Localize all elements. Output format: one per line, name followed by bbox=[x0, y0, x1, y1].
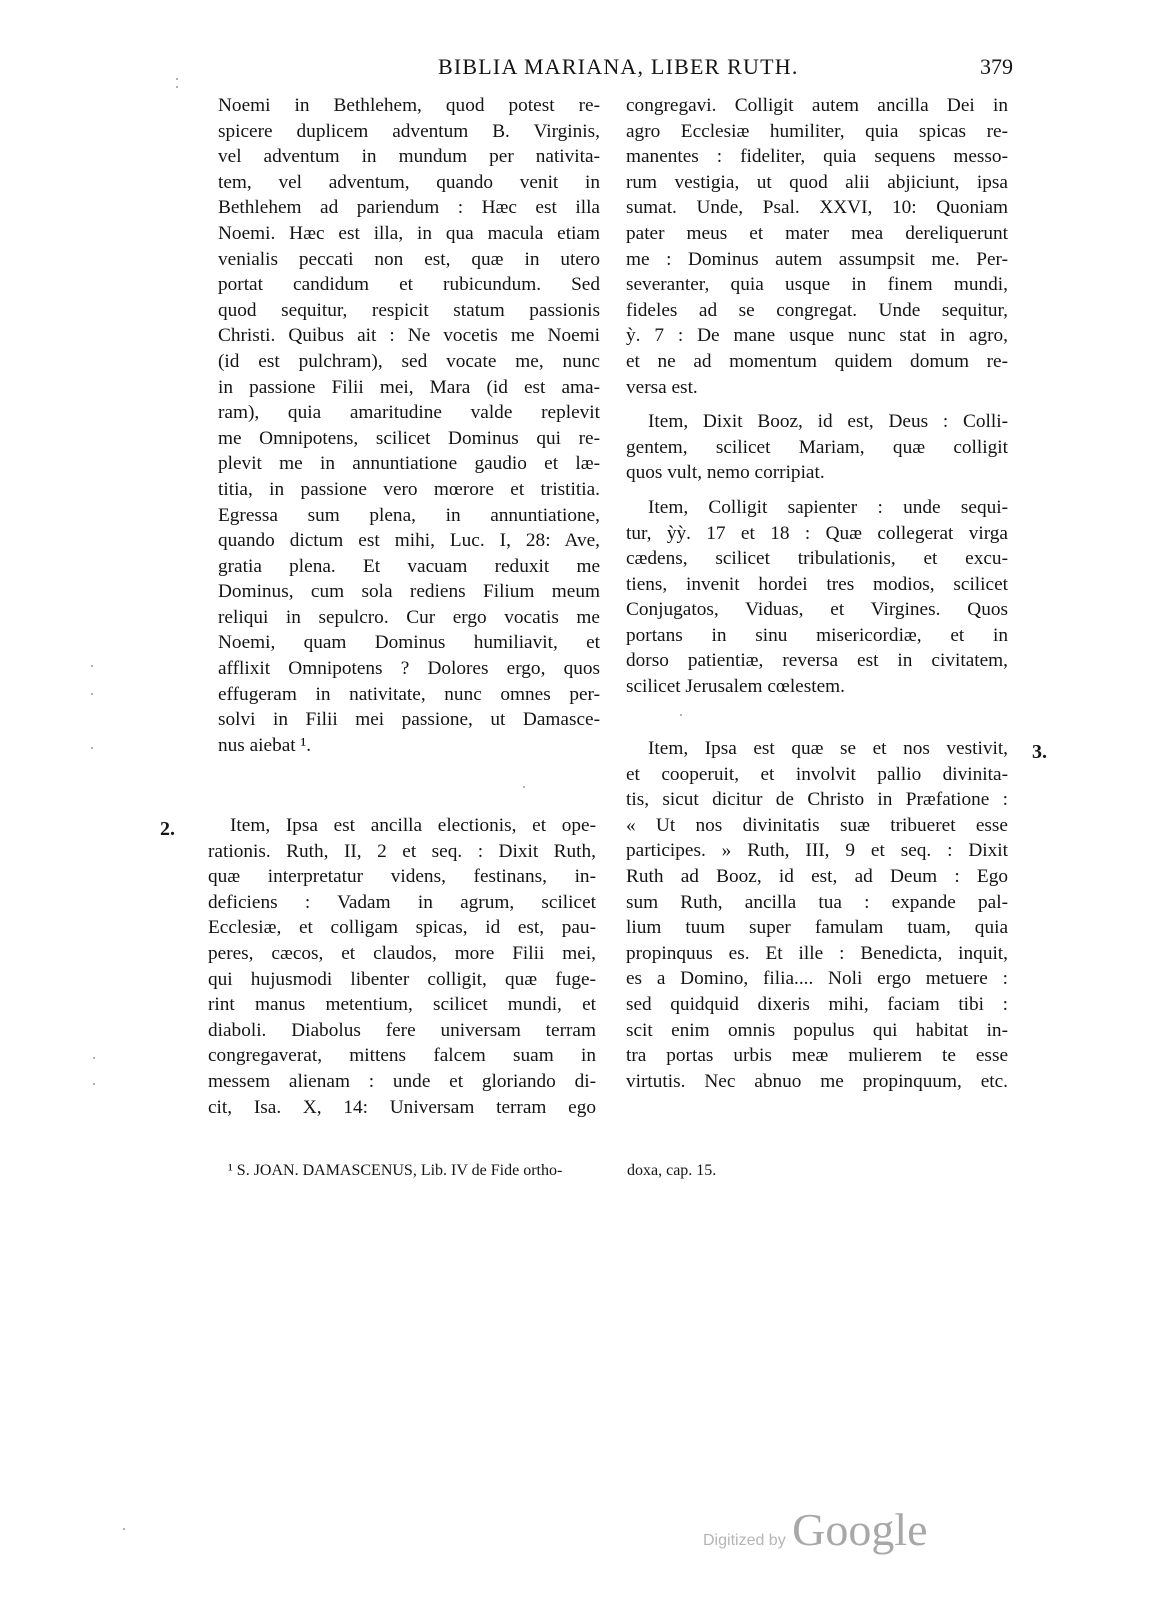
text-line: qui hujusmodi libenter colligit, quæ fuge- bbox=[208, 968, 596, 990]
text-line: venialis peccati non est, quæ in utero bbox=[218, 248, 600, 270]
text-line: ram), quia amaritudine valde replevit bbox=[218, 402, 600, 424]
text-line: quod sequitur, respicit statum passionis bbox=[218, 299, 600, 321]
text-line: afflixit Omnipotens ? Dolores ergo, quos bbox=[218, 658, 600, 680]
text-line: fideles ad se congregat. Unde sequitur, bbox=[626, 299, 1008, 321]
text-line: Christi. Quibus ait : Ne vocetis me Noemi bbox=[218, 325, 600, 347]
scan-speck bbox=[176, 78, 178, 80]
text-line: cædens, scilicet tribulationis, et excu- bbox=[626, 548, 1008, 570]
text-line: Noemi. Hæc est illa, in qua macula etiam bbox=[218, 222, 600, 244]
text-line: virtutis. Nec abnuo me propinquum, etc. bbox=[626, 1070, 1008, 1092]
scan-speck bbox=[91, 747, 93, 749]
text-line: titia, in passione vero mœrore et tristitia. bbox=[218, 478, 600, 500]
digitized-by-google-watermark bbox=[703, 1503, 928, 1556]
scan-speck bbox=[176, 86, 178, 88]
text-line: portat candidum et rubicundum. Sed bbox=[218, 274, 600, 296]
text-line: sumat. Unde, Psal. XXVI, 10: Quoniam bbox=[626, 197, 1008, 219]
text-line: nus aiebat ¹. bbox=[218, 734, 312, 756]
text-line: spicere duplicem adventum B. Virginis, bbox=[218, 120, 600, 142]
watermark-digitized-text: Digitized by bbox=[703, 1532, 786, 1549]
scan-speck bbox=[123, 1528, 125, 1530]
text-line: gentem, scilicet Mariam, quæ colligit bbox=[626, 436, 1008, 458]
text-line: Conjugatos, Viduas, et Virgines. Quos bbox=[626, 599, 1008, 621]
scan-speck bbox=[93, 1083, 95, 1085]
footnote-part-1: ¹ S. JOAN. DAMASCENUS, Lib. IV de Fide ortho- bbox=[228, 1162, 563, 1179]
text-line: propinquus es. Et ille : Benedicta, inquit, bbox=[626, 942, 1008, 964]
text-line: Item, Ipsa est ancilla electionis, et ope- bbox=[230, 815, 596, 836]
text-line: Item, Ipsa est quæ se et nos vestivit, bbox=[648, 738, 1008, 759]
scan-speck bbox=[93, 1057, 95, 1059]
text-line: participes. » Ruth, III, 9 et seq. : Dixit bbox=[626, 840, 1008, 862]
text-line: et cooperuit, et involvit pallio divinita- bbox=[626, 763, 1008, 785]
text-line: sum Ruth, ancilla tua : expande pal- bbox=[626, 891, 1008, 913]
text-line: gratia plena. Et vacuam reduxit me bbox=[218, 555, 600, 577]
text-line: quos vult, nemo corripiat. bbox=[626, 462, 825, 484]
text-line: Noemi in Bethlehem, quod potest re- bbox=[218, 95, 600, 116]
text-line: tra portas urbis meæ mulierem te esse bbox=[626, 1045, 1008, 1067]
google-logo: Google bbox=[792, 1504, 928, 1555]
text-line: messem alienam : unde et gloriando di- bbox=[208, 1070, 596, 1092]
text-line: scit enim omnis populus qui habitat in- bbox=[626, 1019, 1008, 1041]
text-line: scilicet Jerusalem cœlestem. bbox=[626, 676, 845, 698]
text-line: tur, ỳỳ. 17 et 18 : Quæ collegerat virga bbox=[626, 522, 1008, 544]
text-line: Bethlehem ad pariendum : Hæc est illa bbox=[218, 197, 600, 219]
text-line: Egressa sum plena, in annuntiatione, bbox=[218, 504, 600, 526]
text-line: in passione Filii mei, Mara (id est ama- bbox=[218, 376, 600, 398]
text-line: quando dictum est mihi, Luc. I, 28: Ave, bbox=[218, 530, 600, 552]
text-line: Item, Colligit sapienter : unde sequi- bbox=[648, 496, 1008, 518]
scan-speck bbox=[91, 693, 93, 695]
text-line: Ruth ad Booz, id est, ad Deum : Ego bbox=[626, 865, 1008, 887]
text-line: effugeram in nativitate, nunc omnes per- bbox=[218, 683, 600, 705]
text-line: tem, vel adventum, quando venit in bbox=[218, 171, 600, 193]
page-number: 379 bbox=[980, 54, 1013, 79]
text-line: es a Domino, filia.... Noli ergo metuere : bbox=[626, 968, 1008, 990]
text-line: Noemi, quam Dominus humiliavit, et bbox=[218, 632, 600, 654]
text-line: cit, Isa. X, 14: Universam terram ego bbox=[208, 1096, 596, 1118]
text-line: « Ut nos divinitatis suæ tribueret esse bbox=[626, 814, 1008, 836]
section-number-2: 2. bbox=[160, 818, 175, 840]
left-column-section-2 bbox=[208, 813, 596, 1120]
text-line: (id est pulchram), sed vocate me, nunc bbox=[218, 350, 600, 372]
text-line: agro Ecclesiæ humiliter, quia spicas re- bbox=[626, 120, 1008, 142]
text-line: Dominus, cum sola rediens Filium meum bbox=[218, 581, 600, 603]
right-column-text bbox=[626, 93, 1008, 700]
text-line: sed quidquid dixeris mihi, faciam tibi : bbox=[626, 993, 1008, 1015]
text-line: et ne ad momentum quidem domum re- bbox=[626, 350, 1008, 372]
text-line: peres, cæcos, et claudos, more Filii mei, bbox=[208, 942, 596, 964]
text-line: manentes : fideliter, quia sequens messo- bbox=[626, 146, 1008, 168]
running-header-title: BIBLIA MARIANA, LIBER RUTH. bbox=[438, 54, 799, 79]
text-line: rint manus metentium, scilicet mundi, et bbox=[208, 994, 596, 1016]
text-line: rum vestigia, ut quod alii abjiciunt, ipsa bbox=[626, 171, 1008, 193]
scan-speck bbox=[680, 714, 682, 716]
text-line: versa est. bbox=[626, 376, 698, 398]
text-line: me : Dominus autem assumpsit me. Per- bbox=[626, 248, 1008, 270]
scan-speck bbox=[523, 786, 525, 788]
text-line: lium tuum super famulam tuam, quia bbox=[626, 917, 1008, 939]
text-line: reliqui in sepulcro. Cur ergo vocatis me bbox=[218, 606, 600, 628]
text-line: me Omnipotens, scilicet Dominus qui re- bbox=[218, 427, 600, 449]
text-line: rationis. Ruth, II, 2 et seq. : Dixit Ruth, bbox=[208, 840, 596, 862]
text-line: diaboli. Diabolus fere universam terram bbox=[208, 1019, 596, 1041]
right-column-section-3 bbox=[626, 736, 1008, 1094]
text-line: severanter, quia usque in finem mundi, bbox=[626, 274, 1008, 296]
text-line: Item, Dixit Booz, id est, Deus : Colli- bbox=[648, 411, 1008, 433]
text-line: congregavi. Colligit autem ancilla Dei in bbox=[626, 95, 1008, 116]
text-line: Ecclesiæ, et colligam spicas, id est, pau- bbox=[208, 917, 596, 939]
text-line: portans in sinu misericordiæ, et in bbox=[626, 624, 1008, 646]
text-line: congregaverat, mittens falcem suam in bbox=[208, 1045, 596, 1067]
section-number-3: 3. bbox=[1032, 741, 1047, 763]
text-line: plevit me in annuntiatione gaudio et læ- bbox=[218, 453, 600, 475]
scan-speck bbox=[91, 665, 93, 667]
text-line: pater meus et mater mea dereliquerunt bbox=[626, 222, 1008, 244]
text-line: quæ interpretatur videns, festinans, in- bbox=[208, 866, 596, 888]
text-line: vel adventum in mundum per nativita- bbox=[218, 146, 600, 168]
text-line: solvi in Filii mei passione, ut Damasce- bbox=[218, 709, 600, 731]
left-column-text bbox=[218, 93, 600, 758]
text-line: ỳ. 7 : De mane usque nunc stat in agro, bbox=[626, 325, 1008, 347]
text-line: dorso patientiæ, reversa est in civitatem, bbox=[626, 650, 1008, 672]
text-line: tiens, invenit hordei tres modios, scilicet bbox=[626, 573, 1008, 595]
footnote-part-2: doxa, cap. 15. bbox=[627, 1162, 717, 1179]
text-line: deficiens : Vadam in agrum, scilicet bbox=[208, 891, 596, 913]
text-line: tis, sicut dicitur de Christo in Præfatione : bbox=[626, 789, 1008, 811]
